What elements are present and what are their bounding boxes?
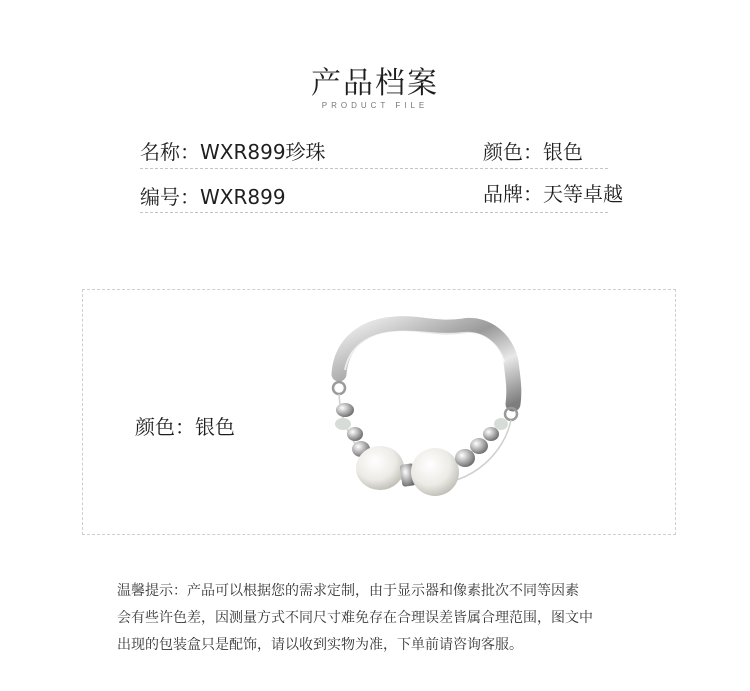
notice-line: 会有些许色差，因测量方式不同尺寸难免存在合理误差皆属合理范围，图文中	[117, 610, 593, 626]
product-brand-label: 品牌：	[483, 182, 543, 206]
product-color-label: 颜色：	[483, 140, 543, 164]
product-name-label: 名称：	[140, 140, 200, 164]
product-number-value: WXR899	[200, 185, 286, 209]
divider	[140, 212, 608, 213]
product-card	[82, 289, 676, 535]
product-brand-value: 天等卓越	[543, 182, 623, 206]
product-brand	[483, 178, 623, 207]
product-name-value: WXR899珍珠	[200, 140, 326, 164]
notice-line: 出现的包装盒只是配饰，请以收到实物为准，下单前请咨询客服。	[117, 637, 523, 653]
silver-pearl-ring-icon	[315, 300, 535, 520]
page-subtitle: PRODUCT FILE	[321, 101, 429, 110]
product-color-value: 银色	[543, 140, 583, 164]
notice-line: 温馨提示：产品可以根据您的需求定制，由于显示器和像素批次不同等因素	[117, 583, 579, 599]
product-number	[140, 181, 286, 210]
product-number-label: 编号：	[140, 185, 200, 209]
product-name	[140, 136, 326, 165]
page-title: 产品档案	[311, 66, 439, 101]
product-card-color-text: 颜色：银色	[135, 415, 235, 439]
notice	[117, 578, 677, 659]
product-color	[483, 136, 583, 165]
divider	[140, 168, 608, 169]
